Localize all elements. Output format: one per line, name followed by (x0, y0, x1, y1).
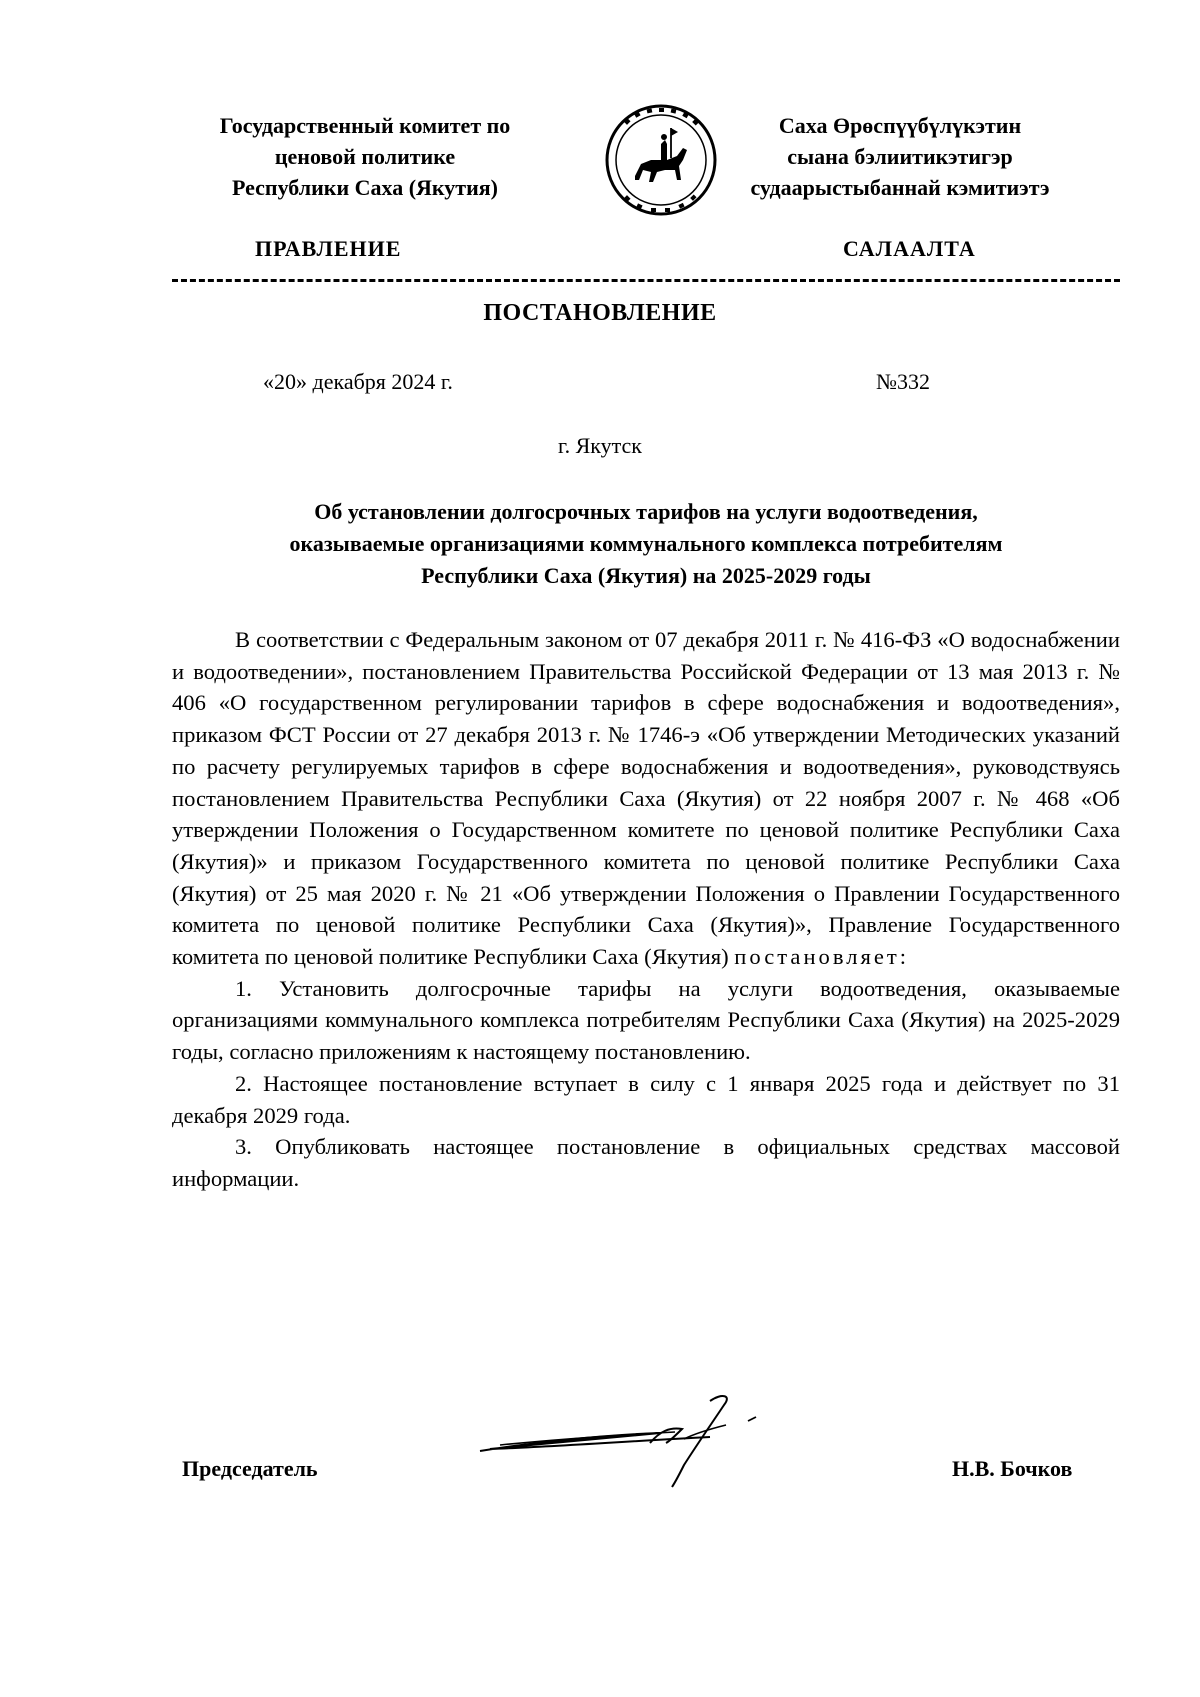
handwritten-signature (470, 1383, 790, 1503)
board-label-russian: ПРАВЛЕНИЕ (255, 236, 402, 261)
document-title (172, 496, 1120, 592)
issuer-line: Саха Өрөспүүбүлүкэтин (778, 113, 1022, 138)
decree-word: постановляет: (734, 944, 910, 970)
document-number: №332 (876, 369, 930, 394)
issuer-line: Республики Саха (Якутия) (231, 175, 499, 200)
document-city: г. Якутск (558, 433, 642, 458)
title-line: оказываемые организациями коммунального комплекса потребителям (289, 531, 1003, 556)
signer-position: Председатель (182, 1456, 318, 1481)
document-type: ПОСТАНОВЛЕНИЕ (483, 300, 717, 326)
signer-name: Н.В. Бочков (952, 1456, 1073, 1481)
decree-item: 2. Настоящее постановление вступает в силу с 1 января 2025 года и действует по 31 декабря 2029 года. (172, 1070, 1120, 1128)
issuer-line: сыана бэлиитикэтигэр (787, 144, 1013, 169)
issuer-name-yakut (700, 110, 1100, 203)
board-label-yakut: САЛААЛТА (843, 236, 976, 261)
issuer-line: Государственный комитет по (219, 113, 511, 138)
title-line: Об установлении долгосрочных тарифов на услуги водоотведения, (314, 499, 978, 524)
document-body (172, 624, 1120, 1195)
decree-item: 1. Установить долгосрочные тарифы на услуги водоотведения, оказываемые организациями коммунального комплекса потребителям Республики Саха (Якутия) на 2025-2029 годы, согласно приложениям к настоящему постановлению. (172, 975, 1120, 1065)
preamble-text: В соответствии с Федеральным законом от 07 декабря 2011 г. № 416-ФЗ «О водоснабжении и водоотведении», постановлением Правительства Российской Федерации от 13 мая 2013 г. № 406 «О государственном регулировании тарифов в сфере водоснабжения и водоотведения», приказом ФСТ России от 27 декабря 2013 г. № 1746-э «Об утверждении Методических указаний по расчету регулируемых тарифов в сфере водоснабжения и водоотведения», руководствуясь постановлением Правительства Республики Саха (Якутия) от 22 ноября 2007 г. № 468 «Об утверждении Положения о Государственном комитете по ценовой политике Республики Саха (Якутия)» и приказом Государственного комитета по ценовой политике Республики Саха (Якутия) от 25 мая 2020 г. № 21 «Об утверждении Положения о Правлении Государственного комитета по ценовой политике Республики Саха (Якутия)», Правление Государственного комитета по ценовой политике Республики Саха (Якутия) (172, 627, 1120, 970)
header-divider (172, 279, 1120, 282)
issuer-line: ценовой политике (274, 144, 456, 169)
title-line: Республики Саха (Якутия) на 2025-2029 годы (421, 563, 871, 588)
issuer-name-russian (165, 110, 565, 203)
issuer-line: судаарыстыбаннай кэмитиэтэ (750, 175, 1050, 200)
preamble-paragraph (172, 624, 1120, 973)
decree-item: 3. Опубликовать настоящее постановление в официальных средствах массовой информации. (172, 1134, 1120, 1191)
document-date: «20» декабря 2024 г. (263, 369, 453, 394)
